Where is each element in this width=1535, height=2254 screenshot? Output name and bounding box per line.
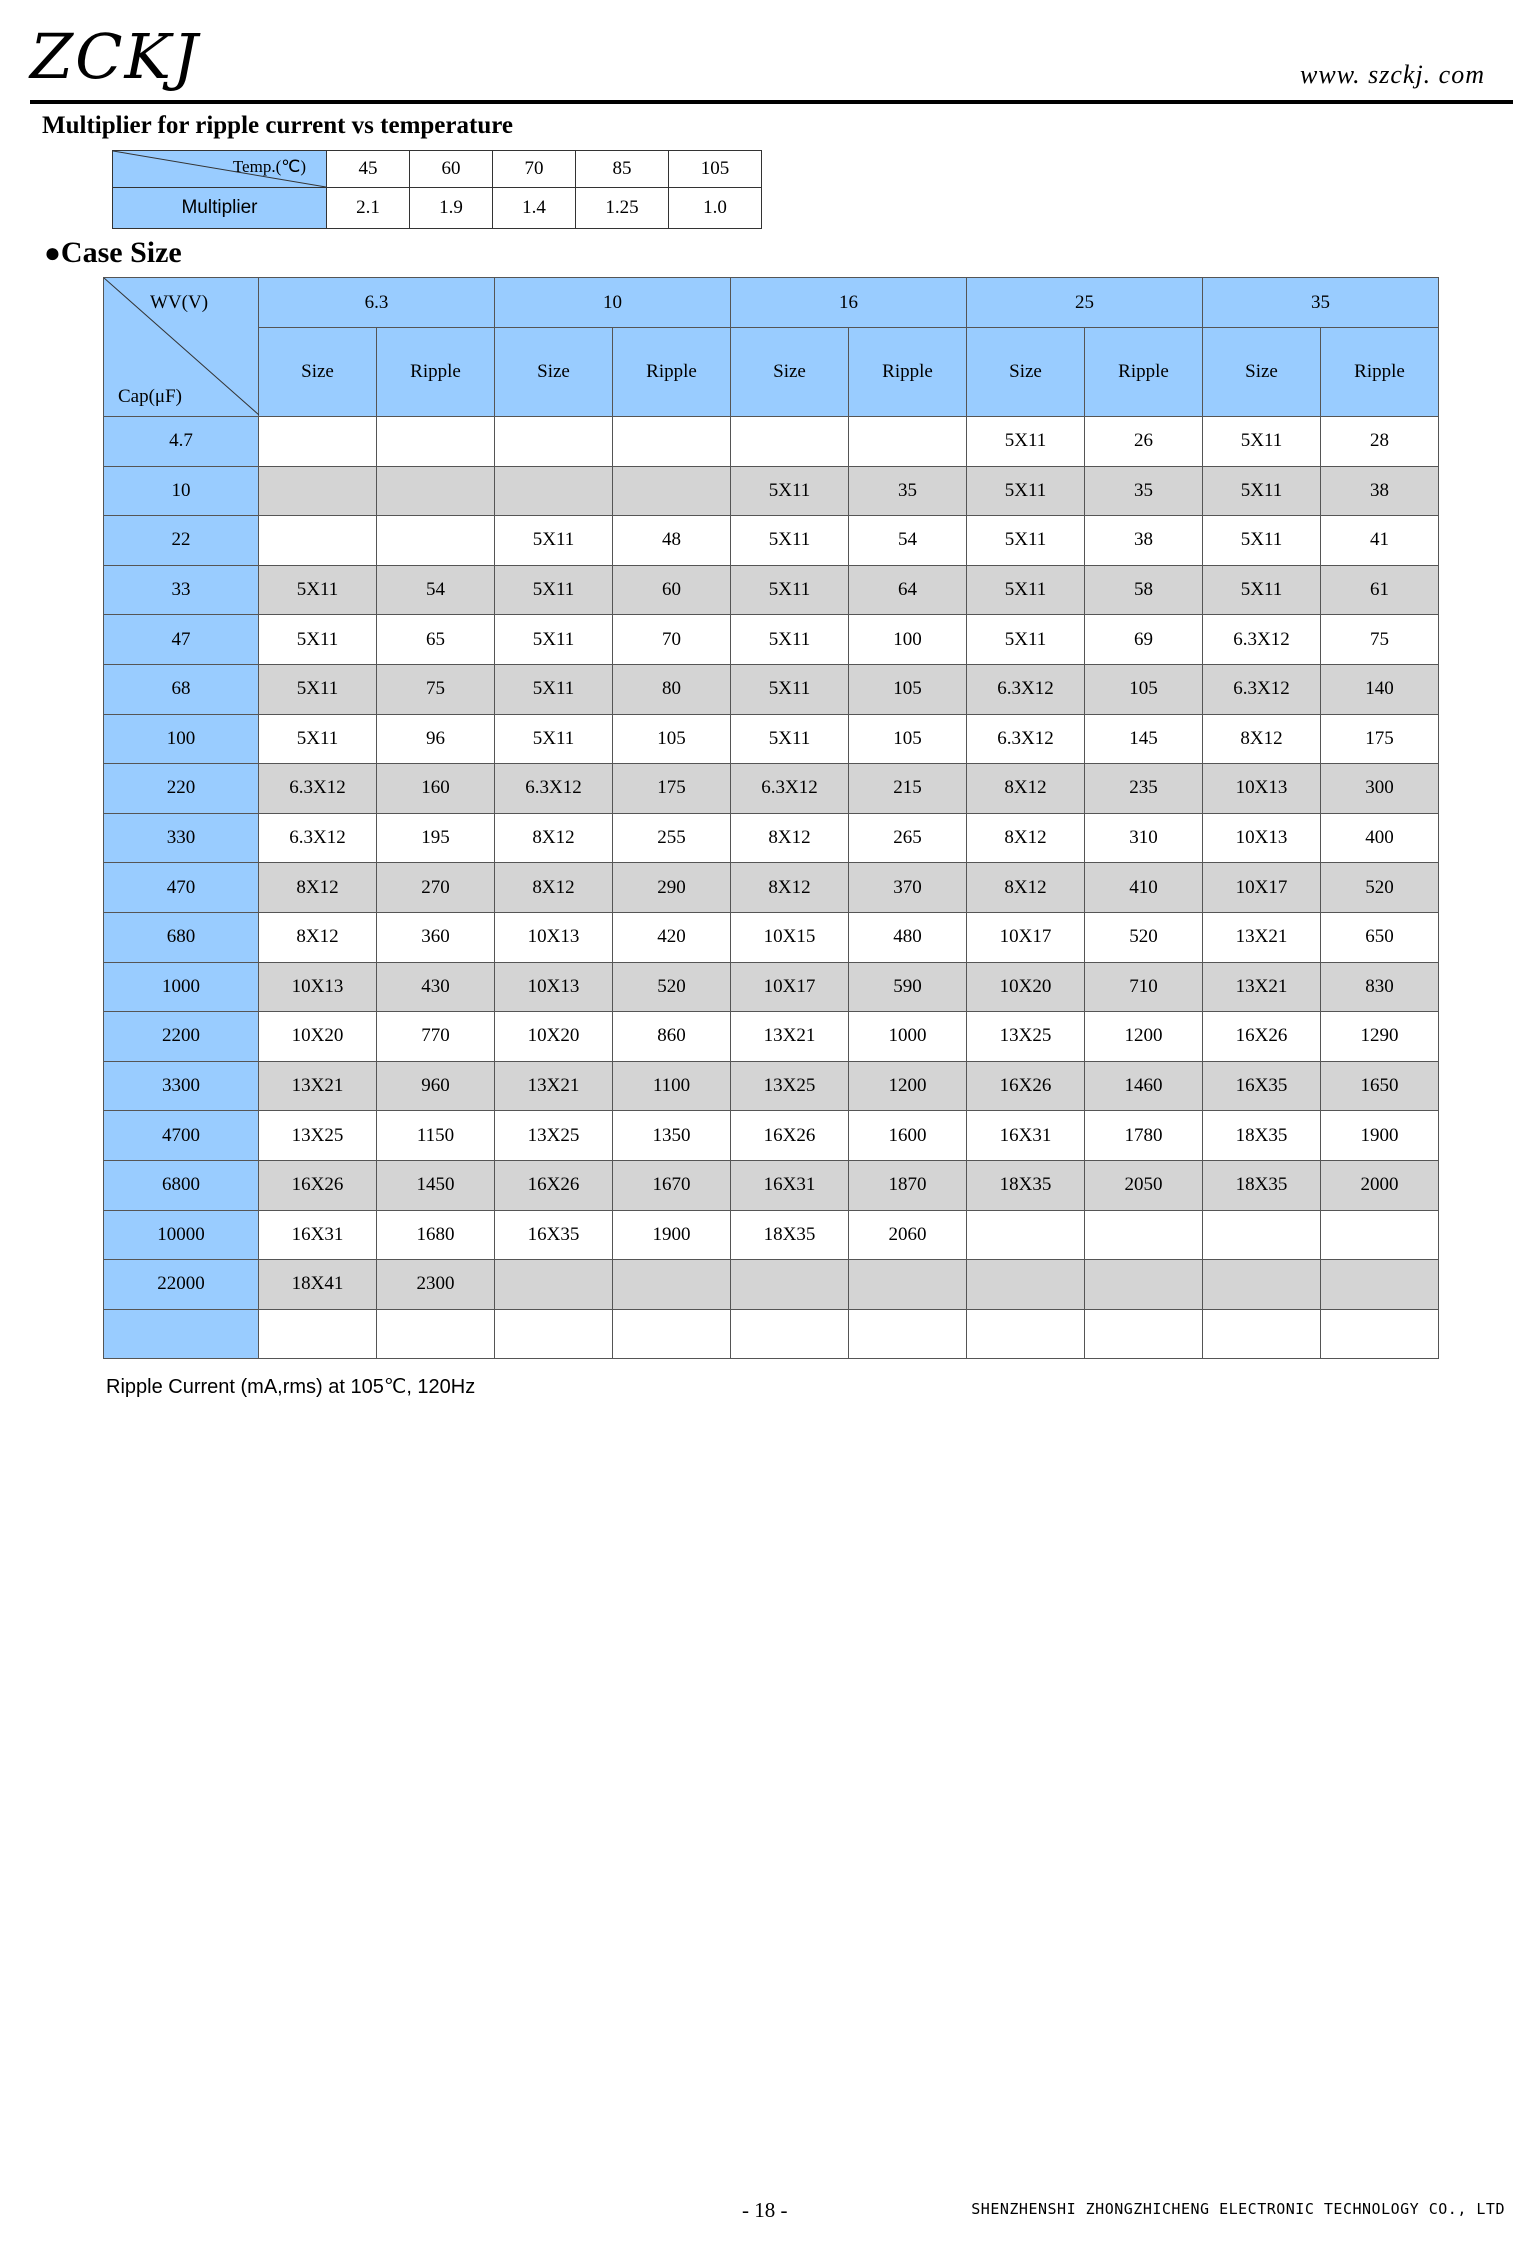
capacitance-cell: 10000 — [104, 1210, 259, 1260]
size-cell — [495, 1309, 613, 1359]
capacitance-cell: 220 — [104, 764, 259, 814]
ripple-cell: 2000 — [1321, 1160, 1439, 1210]
website-url: www. szckj. com — [1300, 60, 1485, 89]
size-cell: 18X35 — [1203, 1160, 1321, 1210]
ripple-cell: 860 — [613, 1012, 731, 1062]
ripple-cell: 41 — [1321, 516, 1439, 566]
ripple-cell: 38 — [1321, 466, 1439, 516]
table-row — [104, 863, 1439, 913]
ripple-cell: 105 — [613, 714, 731, 764]
size-cell: 6.3X12 — [259, 813, 377, 863]
ripple-cell: 520 — [1321, 863, 1439, 913]
ripple-cell: 35 — [849, 466, 967, 516]
size-cell: 8X12 — [259, 912, 377, 962]
sub-header-cell: Size — [1203, 328, 1321, 417]
size-cell — [259, 1309, 377, 1359]
capacitance-cell: 47 — [104, 615, 259, 665]
size-cell: 8X12 — [731, 863, 849, 913]
sub-header-cell: Size — [259, 328, 377, 417]
size-cell: 6.3X12 — [259, 764, 377, 814]
sub-header-cell: Ripple — [1085, 328, 1203, 417]
ripple-cell: 830 — [1321, 962, 1439, 1012]
size-cell: 13X25 — [259, 1111, 377, 1161]
table-row — [104, 516, 1439, 566]
ripple-cell: 1680 — [377, 1210, 495, 1260]
ripple-cell: 105 — [849, 664, 967, 714]
ripple-cell: 69 — [1085, 615, 1203, 665]
ripple-cell: 35 — [1085, 466, 1203, 516]
ripple-cell: 960 — [377, 1061, 495, 1111]
ripple-cell: 38 — [1085, 516, 1203, 566]
table-row — [104, 962, 1439, 1012]
capacitance-cell: 1000 — [104, 962, 259, 1012]
size-cell: 5X11 — [495, 664, 613, 714]
ripple-cell — [613, 1260, 731, 1310]
company-footer: SHENZHENSHI ZHONGZHICHENG ELECTRONIC TECHNOLOGY CO., LTD — [971, 2200, 1505, 2218]
ripple-cell: 2060 — [849, 1210, 967, 1260]
size-cell — [495, 1260, 613, 1310]
size-cell: 5X11 — [731, 516, 849, 566]
multiplier-section-title: Multiplier for ripple current vs temperature — [42, 112, 513, 139]
ripple-cell — [613, 1309, 731, 1359]
capacitance-cell: 22000 — [104, 1260, 259, 1310]
size-cell — [967, 1260, 1085, 1310]
size-cell: 16X35 — [495, 1210, 613, 1260]
ripple-cell: 64 — [849, 565, 967, 615]
size-cell: 18X35 — [967, 1160, 1085, 1210]
ripple-cell: 28 — [1321, 417, 1439, 467]
size-cell: 10X13 — [495, 962, 613, 1012]
capacitance-cell: 10 — [104, 466, 259, 516]
table-row — [104, 912, 1439, 962]
capacitance-cell: 68 — [104, 664, 259, 714]
sub-header-cell: Size — [731, 328, 849, 417]
size-cell: 5X11 — [1203, 466, 1321, 516]
ripple-cell: 1670 — [613, 1160, 731, 1210]
ripple-cell: 58 — [1085, 565, 1203, 615]
ripple-cell: 1150 — [377, 1111, 495, 1161]
ripple-cell: 61 — [1321, 565, 1439, 615]
ripple-cell: 70 — [613, 615, 731, 665]
size-cell: 10X20 — [259, 1012, 377, 1062]
ripple-cell: 235 — [1085, 764, 1203, 814]
size-cell: 5X11 — [967, 565, 1085, 615]
size-cell: 6.3X12 — [967, 714, 1085, 764]
size-cell — [967, 1309, 1085, 1359]
ripple-cell: 105 — [849, 714, 967, 764]
capacitance-cell — [104, 1309, 259, 1359]
size-cell: 18X35 — [731, 1210, 849, 1260]
size-cell: 8X12 — [731, 813, 849, 863]
ripple-cell: 2300 — [377, 1260, 495, 1310]
size-cell: 18X35 — [1203, 1111, 1321, 1161]
ripple-cell: 1350 — [613, 1111, 731, 1161]
sub-header-row — [104, 328, 1439, 417]
temp-label: Temp.(℃) — [232, 157, 306, 176]
ripple-cell: 75 — [1321, 615, 1439, 665]
page-number: - 18 - — [742, 2198, 788, 2222]
size-cell: 5X11 — [1203, 565, 1321, 615]
capacitance-cell: 6800 — [104, 1160, 259, 1210]
capacitance-cell: 4.7 — [104, 417, 259, 467]
ripple-cell: 270 — [377, 863, 495, 913]
ripple-cell: 175 — [1321, 714, 1439, 764]
voltage-axis-label: WV(V) — [150, 292, 209, 313]
ripple-cell: 370 — [849, 863, 967, 913]
sub-header-cell: Ripple — [1321, 328, 1439, 417]
temp-value: 45 — [327, 151, 410, 188]
ripple-cell: 590 — [849, 962, 967, 1012]
size-cell — [495, 466, 613, 516]
ripple-cell: 770 — [377, 1012, 495, 1062]
ripple-cell: 1200 — [1085, 1012, 1203, 1062]
size-cell — [259, 516, 377, 566]
ripple-cell: 710 — [1085, 962, 1203, 1012]
capacitance-cell: 22 — [104, 516, 259, 566]
sub-header-cell: Ripple — [377, 328, 495, 417]
table-row — [104, 764, 1439, 814]
size-cell: 10X13 — [495, 912, 613, 962]
ripple-cell: 1290 — [1321, 1012, 1439, 1062]
temp-value: 60 — [410, 151, 493, 188]
voltage-header: 10 — [495, 278, 731, 328]
size-cell: 13X25 — [495, 1111, 613, 1161]
size-cell: 5X11 — [967, 466, 1085, 516]
size-cell: 5X11 — [967, 615, 1085, 665]
ripple-cell — [1085, 1210, 1203, 1260]
multiplier-value: 1.9 — [410, 188, 493, 229]
size-cell: 5X11 — [731, 714, 849, 764]
size-cell: 8X12 — [967, 813, 1085, 863]
size-cell: 13X21 — [259, 1061, 377, 1111]
ripple-cell — [1085, 1260, 1203, 1310]
table-row — [104, 1210, 1439, 1260]
size-cell: 10X15 — [731, 912, 849, 962]
size-cell: 13X21 — [731, 1012, 849, 1062]
ripple-cell — [1085, 1309, 1203, 1359]
size-cell: 18X41 — [259, 1260, 377, 1310]
capacitance-cell: 4700 — [104, 1111, 259, 1161]
ripple-cell: 80 — [613, 664, 731, 714]
case-size-title — [44, 236, 182, 270]
ripple-cell: 1900 — [613, 1210, 731, 1260]
table-row — [104, 615, 1439, 665]
multiplier-table — [112, 150, 762, 229]
size-cell — [1203, 1260, 1321, 1310]
size-cell: 10X13 — [259, 962, 377, 1012]
capacitance-cell: 470 — [104, 863, 259, 913]
ripple-current-note: Ripple Current (mA,rms) at 105℃, 120Hz — [106, 1376, 476, 1398]
size-cell: 5X11 — [495, 565, 613, 615]
size-cell: 5X11 — [259, 664, 377, 714]
size-cell: 13X25 — [731, 1061, 849, 1111]
company-logo: ZCKJ — [30, 20, 200, 93]
ripple-cell: 650 — [1321, 912, 1439, 962]
size-cell: 16X31 — [967, 1111, 1085, 1161]
size-cell — [259, 466, 377, 516]
ripple-cell: 105 — [1085, 664, 1203, 714]
capacitance-cell: 2200 — [104, 1012, 259, 1062]
size-cell: 16X26 — [495, 1160, 613, 1210]
ripple-cell: 1200 — [849, 1061, 967, 1111]
ripple-cell — [613, 417, 731, 467]
ripple-cell: 290 — [613, 863, 731, 913]
ripple-cell: 1100 — [613, 1061, 731, 1111]
corner-header-cell — [104, 278, 259, 417]
ripple-cell — [1321, 1309, 1439, 1359]
size-cell: 5X11 — [259, 565, 377, 615]
table-row — [104, 417, 1439, 467]
size-cell — [259, 417, 377, 467]
size-cell: 6.3X12 — [967, 664, 1085, 714]
multiplier-value: 1.0 — [669, 188, 762, 229]
size-cell: 5X11 — [495, 615, 613, 665]
size-cell: 16X35 — [1203, 1061, 1321, 1111]
ripple-cell: 175 — [613, 764, 731, 814]
voltage-header: 25 — [967, 278, 1203, 328]
header-divider — [30, 100, 1513, 104]
ripple-cell: 75 — [377, 664, 495, 714]
voltage-header: 6.3 — [259, 278, 495, 328]
ripple-cell: 410 — [1085, 863, 1203, 913]
size-cell — [731, 417, 849, 467]
size-cell: 5X11 — [259, 714, 377, 764]
ripple-cell: 1780 — [1085, 1111, 1203, 1161]
table-row — [104, 1160, 1439, 1210]
ripple-cell: 310 — [1085, 813, 1203, 863]
ripple-cell: 54 — [849, 516, 967, 566]
ripple-cell: 1460 — [1085, 1061, 1203, 1111]
size-cell: 13X21 — [1203, 962, 1321, 1012]
size-cell: 16X31 — [259, 1210, 377, 1260]
ripple-cell: 1600 — [849, 1111, 967, 1161]
size-cell: 5X11 — [731, 466, 849, 516]
table-row — [104, 664, 1439, 714]
ripple-cell: 100 — [849, 615, 967, 665]
size-cell — [1203, 1309, 1321, 1359]
ripple-cell: 215 — [849, 764, 967, 814]
voltage-header: 16 — [731, 278, 967, 328]
ripple-cell: 145 — [1085, 714, 1203, 764]
voltage-header: 35 — [1203, 278, 1439, 328]
capacitance-cell: 680 — [104, 912, 259, 962]
size-cell: 6.3X12 — [731, 764, 849, 814]
temp-header-cell — [113, 151, 327, 188]
ripple-cell: 300 — [1321, 764, 1439, 814]
size-cell: 13X25 — [967, 1012, 1085, 1062]
size-cell: 10X20 — [967, 962, 1085, 1012]
sub-header-cell: Size — [495, 328, 613, 417]
multiplier-value: 1.4 — [493, 188, 576, 229]
size-cell: 5X11 — [495, 516, 613, 566]
ripple-cell — [849, 1309, 967, 1359]
table-row — [104, 1061, 1439, 1111]
ripple-cell: 2050 — [1085, 1160, 1203, 1210]
ripple-cell: 520 — [613, 962, 731, 1012]
ripple-cell: 65 — [377, 615, 495, 665]
size-cell: 8X12 — [495, 813, 613, 863]
capacitance-cell: 33 — [104, 565, 259, 615]
ripple-cell: 480 — [849, 912, 967, 962]
size-cell: 16X26 — [967, 1061, 1085, 1111]
size-cell: 16X26 — [259, 1160, 377, 1210]
size-cell — [731, 1309, 849, 1359]
size-cell: 16X31 — [731, 1160, 849, 1210]
table-row — [104, 1012, 1439, 1062]
table-row — [104, 466, 1439, 516]
capacitance-cell: 100 — [104, 714, 259, 764]
size-cell: 13X21 — [495, 1061, 613, 1111]
ripple-cell — [613, 466, 731, 516]
size-cell: 8X12 — [259, 863, 377, 913]
ripple-cell: 265 — [849, 813, 967, 863]
size-cell: 5X11 — [731, 664, 849, 714]
table-row — [104, 1260, 1439, 1310]
ripple-cell: 1650 — [1321, 1061, 1439, 1111]
ripple-cell: 360 — [377, 912, 495, 962]
ripple-cell: 1000 — [849, 1012, 967, 1062]
size-cell: 10X13 — [1203, 813, 1321, 863]
size-cell: 5X11 — [967, 516, 1085, 566]
ripple-cell: 48 — [613, 516, 731, 566]
size-cell: 10X17 — [731, 962, 849, 1012]
table-row — [104, 1309, 1439, 1359]
sub-header-cell: Ripple — [613, 328, 731, 417]
ripple-cell — [1321, 1260, 1439, 1310]
size-cell: 5X11 — [967, 417, 1085, 467]
ripple-cell: 400 — [1321, 813, 1439, 863]
ripple-cell — [377, 417, 495, 467]
size-cell: 5X11 — [731, 615, 849, 665]
table-row — [104, 1111, 1439, 1161]
ripple-cell: 140 — [1321, 664, 1439, 714]
table-row — [104, 813, 1439, 863]
ripple-cell — [377, 1309, 495, 1359]
ripple-cell — [377, 466, 495, 516]
size-cell: 13X21 — [1203, 912, 1321, 962]
ripple-cell: 26 — [1085, 417, 1203, 467]
size-cell: 16X26 — [1203, 1012, 1321, 1062]
multiplier-value: 2.1 — [327, 188, 410, 229]
case-size-title-text: Case Size — [60, 236, 182, 269]
temp-value: 85 — [576, 151, 669, 188]
size-cell: 8X12 — [967, 764, 1085, 814]
sub-header-cell: Ripple — [849, 328, 967, 417]
size-cell: 5X11 — [259, 615, 377, 665]
size-cell — [967, 1210, 1085, 1260]
temp-value: 105 — [669, 151, 762, 188]
ripple-cell — [377, 516, 495, 566]
ripple-cell: 195 — [377, 813, 495, 863]
multiplier-value: 1.25 — [576, 188, 669, 229]
size-cell: 6.3X12 — [1203, 664, 1321, 714]
size-cell — [495, 417, 613, 467]
size-cell: 10X20 — [495, 1012, 613, 1062]
table-row — [104, 714, 1439, 764]
size-cell: 10X13 — [1203, 764, 1321, 814]
size-cell: 8X12 — [967, 863, 1085, 913]
size-cell: 6.3X12 — [1203, 615, 1321, 665]
size-cell: 8X12 — [495, 863, 613, 913]
ripple-cell: 420 — [613, 912, 731, 962]
case-size-table — [103, 277, 1439, 1359]
capacitance-axis-label: Cap(μF) — [118, 386, 183, 407]
multiplier-label: Multiplier — [113, 188, 327, 229]
ripple-cell: 1870 — [849, 1160, 967, 1210]
size-cell: 16X26 — [731, 1111, 849, 1161]
ripple-cell: 520 — [1085, 912, 1203, 962]
capacitance-cell: 330 — [104, 813, 259, 863]
temp-value: 70 — [493, 151, 576, 188]
ripple-cell — [1321, 1210, 1439, 1260]
size-cell — [731, 1260, 849, 1310]
size-cell: 6.3X12 — [495, 764, 613, 814]
bullet-icon: ● — [44, 238, 61, 269]
sub-header-cell: Size — [967, 328, 1085, 417]
size-cell: 8X12 — [1203, 714, 1321, 764]
ripple-cell: 1450 — [377, 1160, 495, 1210]
size-cell: 10X17 — [967, 912, 1085, 962]
ripple-cell: 54 — [377, 565, 495, 615]
table-row — [104, 565, 1439, 615]
ripple-cell: 430 — [377, 962, 495, 1012]
ripple-cell: 160 — [377, 764, 495, 814]
size-cell — [1203, 1210, 1321, 1260]
ripple-cell — [849, 417, 967, 467]
size-cell: 5X11 — [731, 565, 849, 615]
ripple-cell: 1900 — [1321, 1111, 1439, 1161]
ripple-cell — [849, 1260, 967, 1310]
ripple-cell: 255 — [613, 813, 731, 863]
size-cell: 5X11 — [495, 714, 613, 764]
ripple-cell: 60 — [613, 565, 731, 615]
size-cell: 5X11 — [1203, 516, 1321, 566]
capacitance-cell: 3300 — [104, 1061, 259, 1111]
size-cell: 5X11 — [1203, 417, 1321, 467]
ripple-cell: 96 — [377, 714, 495, 764]
size-cell: 10X17 — [1203, 863, 1321, 913]
